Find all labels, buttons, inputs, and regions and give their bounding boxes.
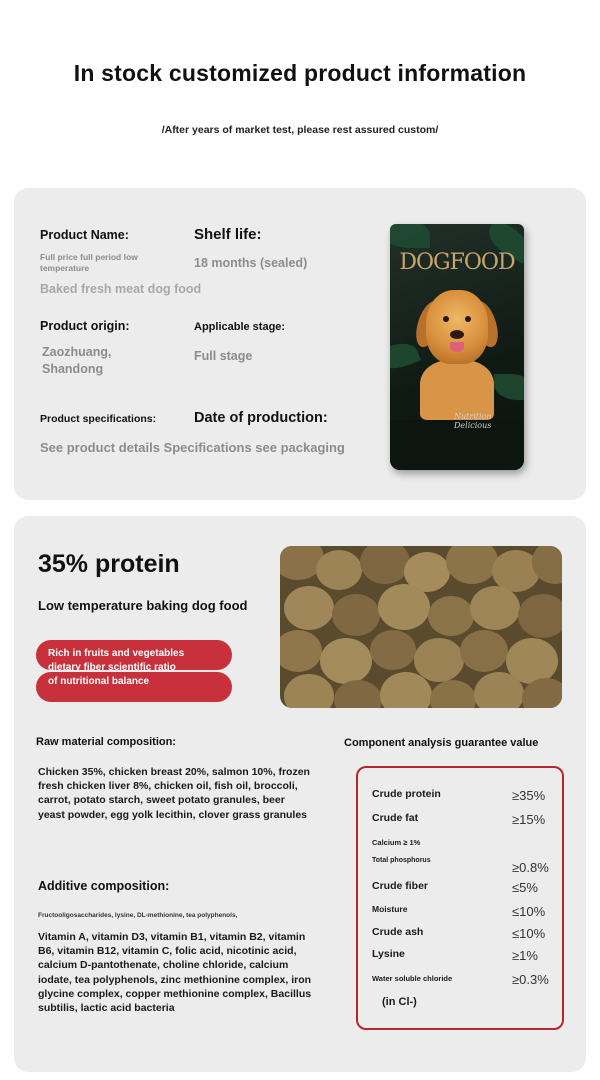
highlight-line-2: dietary fiber scientific ratio — [48, 662, 176, 673]
protein-subheadline: Low temperature baking dog food — [38, 598, 248, 613]
analysis-value: ≥1% — [512, 948, 538, 963]
page-subtitle: /After years of market test, please rest assured custom/ — [161, 124, 439, 136]
production-date-label: Date of production: — [194, 410, 328, 426]
product-name-sub: Full price full period low temperature — [40, 252, 138, 273]
product-info-card — [14, 188, 586, 500]
analysis-heading: Component analysis guarantee value — [344, 737, 539, 749]
analysis-name: Lysine — [372, 948, 405, 960]
spec-value: See product details Specifications see packaging — [40, 440, 345, 455]
kibble-photo — [280, 546, 562, 708]
analysis-value: ≤5% — [512, 880, 538, 895]
additive-small-text: Fructooligosaccharides, lysine, DL-methionine, tea polyphenols, — [38, 912, 238, 919]
spec-label: Product specifications: — [40, 413, 157, 425]
shelf-life-value: 18 months (sealed) — [194, 256, 308, 270]
highlight-line-1: Rich in fruits and vegetables — [48, 648, 185, 659]
raw-material-text: Chicken 35%, chicken breast 20%, salmon 10%, frozen fresh chicken liver 8%, chicken oil, fish oil, broccoli, carrot, potato starch, sweet potato granules, beer yeast powder, egg yolk lecithin, clover grass granules — [38, 766, 310, 821]
shelf-life-label: Shelf life: — [194, 226, 262, 243]
analysis-value: ≥0.8% — [512, 860, 549, 875]
dog-food-bag-image — [390, 224, 524, 470]
analysis-value: ≥15% — [512, 812, 546, 827]
dog-illustration — [426, 290, 488, 364]
highlight-text — [48, 647, 238, 689]
analysis-name: Calcium ≥ 1% — [372, 838, 421, 847]
raw-material-heading: Raw material composition: — [36, 736, 176, 748]
protein-headline: 35% protein — [38, 550, 180, 578]
analysis-value: ≤10% — [512, 904, 546, 919]
analysis-name: Crude fiber — [372, 880, 429, 892]
origin-label: Product origin: — [40, 319, 130, 333]
analysis-name: Moisture — [372, 904, 408, 914]
analysis-name: Crude ash — [372, 926, 424, 938]
origin-value-1: Zaozhuang, — [42, 345, 112, 359]
origin-value-2: Shandong — [42, 362, 104, 376]
bag-brand-text: DOGFOOD — [399, 250, 515, 275]
analysis-name: Crude protein — [372, 788, 441, 800]
bag-tagline: Nutrition Delicious — [454, 412, 492, 430]
analysis-note: (in Cl-) — [382, 996, 417, 1008]
stage-label: Applicable stage: — [194, 321, 286, 333]
page-title: In stock customized product information — [73, 60, 527, 86]
highlight-line-3: of nutritional balance — [48, 676, 150, 687]
product-name-value: Baked fresh meat dog food — [40, 282, 202, 296]
analysis-table — [356, 766, 564, 1030]
analysis-name: Water soluble chloride — [372, 974, 453, 983]
analysis-name: Crude fat — [372, 812, 419, 824]
additive-heading: Additive composition: — [38, 879, 170, 893]
stage-value: Full stage — [194, 349, 253, 363]
analysis-value: ≥0.3% — [512, 972, 549, 987]
nutrition-detail-card — [14, 516, 586, 1072]
analysis-value: ≥35% — [512, 788, 546, 803]
product-name-label: Product Name: — [40, 228, 129, 242]
analysis-name: Total phosphorus — [372, 857, 431, 864]
analysis-value: ≤10% — [512, 926, 546, 941]
additive-text: Vitamin A, vitamin D3, vitamin B1, vitamin B2, vitamin B6, vitamin B12, vitamin C, folic acid, nicotinic acid, calcium D-pantothenate, choline chloride, calcium iodate, tea polyphenols, zinc methionine complex, iron glycine complex, copper methionine complex, Bacillus subtilis, lactic acid bacteria — [38, 931, 312, 1015]
